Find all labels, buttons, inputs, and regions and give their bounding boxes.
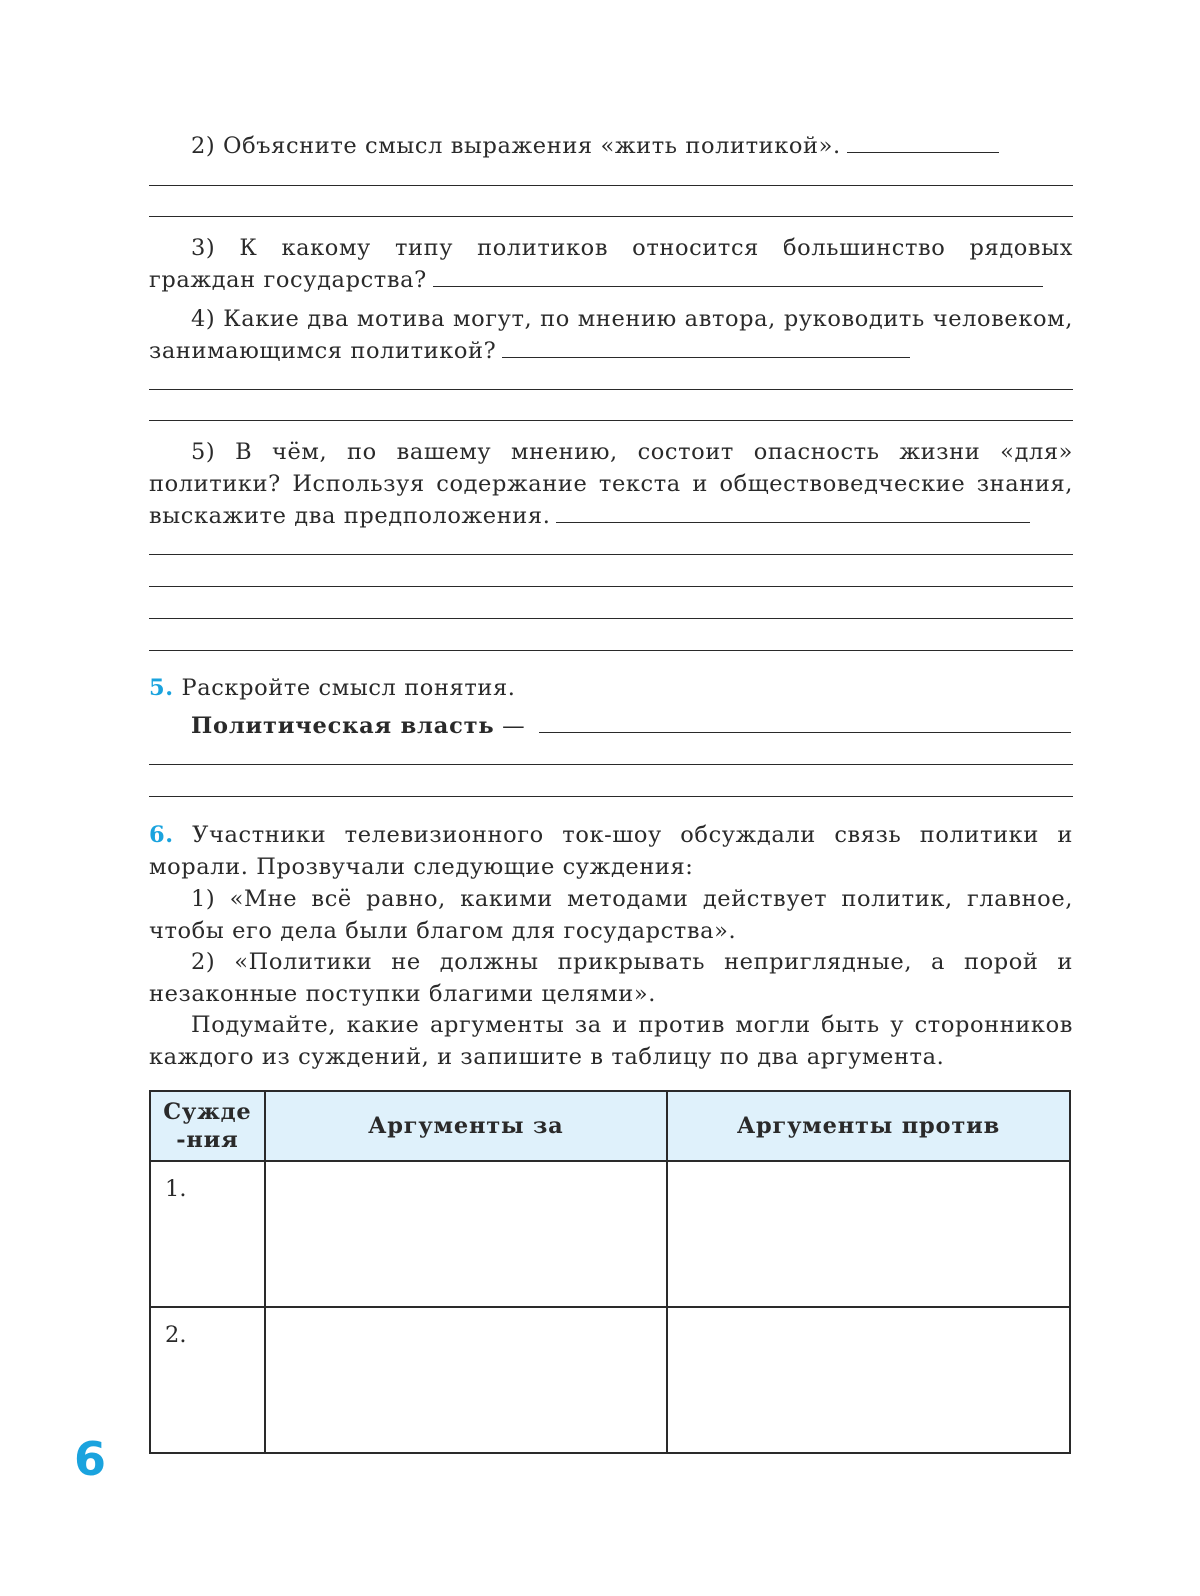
term-dash: — — [502, 713, 526, 739]
question-5-text: 5) В чём, по вашему мнению, состоит опасность жизни «для» политики? Используя содержание текста и обществоведческие знания, выскажите два предположения. — [149, 439, 1073, 529]
row-label: 1. — [150, 1161, 265, 1307]
question-4 — [149, 303, 1073, 367]
table-header-row — [150, 1091, 1070, 1161]
answer-line[interactable] — [149, 185, 1073, 186]
page-number: 6 — [74, 1432, 107, 1486]
answer-line[interactable] — [433, 285, 1043, 287]
header-arguments-against: Аргументы против — [667, 1091, 1070, 1161]
question-4-text: 4) Какие два мотива могут, по мнению автора, руководить человеком, занимающимся политикой? — [149, 306, 1073, 364]
task-6-intro — [149, 819, 1073, 883]
table-row — [150, 1161, 1070, 1307]
answer-line[interactable] — [149, 796, 1073, 797]
task-6-number: 6. — [149, 822, 174, 848]
question-2-text: 2) Объясните смысл выражения «жить политикой». — [191, 133, 841, 159]
answer-line[interactable] — [539, 731, 1071, 733]
arguments-for-cell[interactable] — [265, 1161, 667, 1307]
header-arguments-for: Аргументы за — [265, 1091, 667, 1161]
question-3-text: 3) К какому типу политиков относится большинство рядовых граждан государства? — [149, 235, 1073, 293]
answer-line[interactable] — [502, 356, 910, 358]
task-6-intro-text: Участники телевизионного ток-шоу обсуждали связь политики и морали. Прозвучали следующие суждения: — [149, 822, 1073, 880]
question-3 — [149, 232, 1073, 296]
answer-line[interactable] — [847, 151, 999, 153]
arguments-for-cell[interactable] — [265, 1307, 667, 1453]
answer-line[interactable] — [149, 554, 1073, 555]
answer-line[interactable] — [149, 586, 1073, 587]
statement-1: 1) «Мне всё равно, какими методами действует политик, главное, чтобы его дела были благом для государства». — [149, 886, 1073, 944]
question-2 — [149, 130, 1073, 162]
task-5-term-line — [149, 710, 1073, 742]
answer-line[interactable] — [149, 764, 1073, 765]
answer-line[interactable] — [149, 618, 1073, 619]
arguments-against-cell[interactable] — [667, 1161, 1070, 1307]
arguments-table — [149, 1090, 1071, 1454]
answer-line[interactable] — [149, 216, 1073, 217]
task-5-heading — [149, 672, 1073, 704]
term-political-power: Политическая власть — [191, 713, 495, 739]
task-5-number: 5. — [149, 675, 174, 701]
answer-line[interactable] — [149, 650, 1073, 651]
question-5 — [149, 436, 1073, 532]
answer-line[interactable] — [149, 389, 1073, 390]
statement-2: 2) «Политики не должны прикрывать неприглядные, а порой и незаконные поступки благими целями». — [149, 949, 1073, 1007]
row-label: 2. — [150, 1307, 265, 1453]
answer-line[interactable] — [556, 521, 1030, 523]
task-6-instruction: Подумайте, какие аргументы за и против могли быть у сторонников каждого из суждений, и запишите в таблицу по два аргумента. — [149, 1012, 1073, 1070]
table-row — [150, 1307, 1070, 1453]
task-5-text: Раскройте смысл понятия. — [181, 675, 516, 701]
header-statements: Сужде-ния — [150, 1091, 265, 1161]
answer-line[interactable] — [149, 420, 1073, 421]
arguments-against-cell[interactable] — [667, 1307, 1070, 1453]
